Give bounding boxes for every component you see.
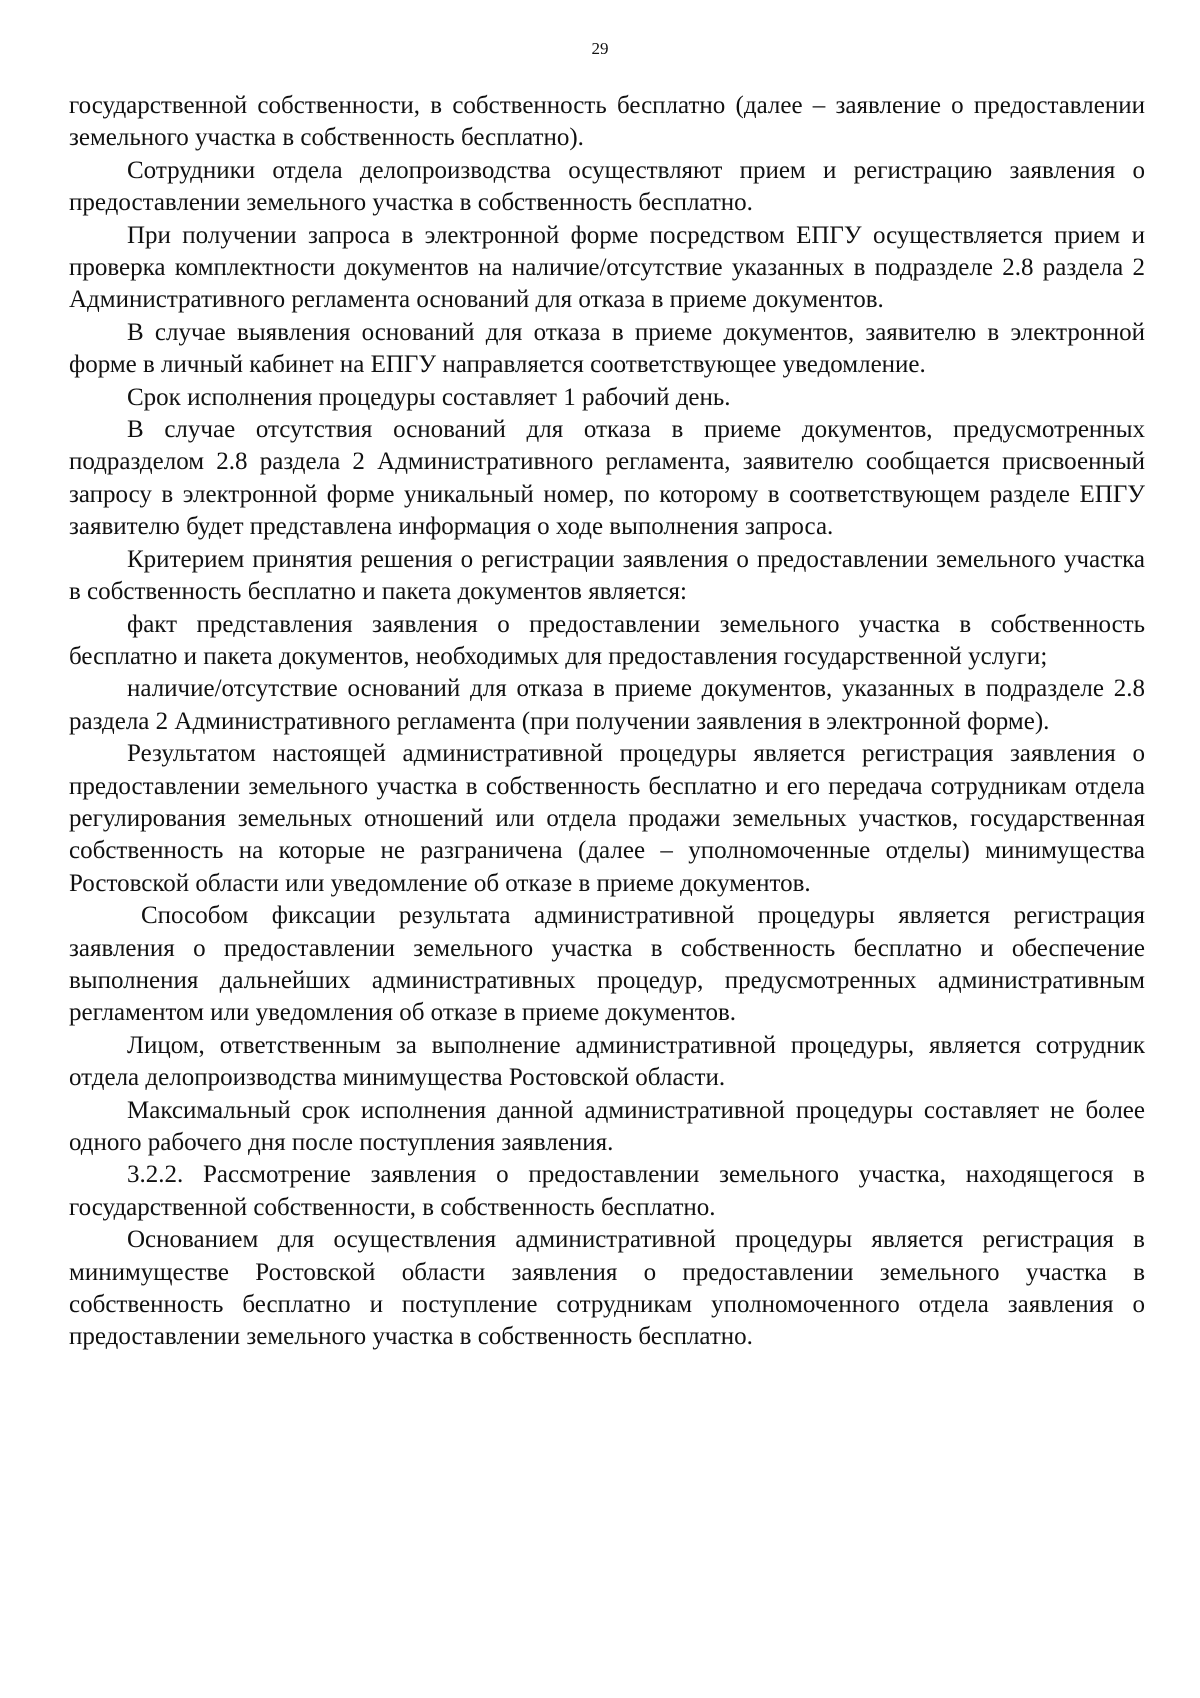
paragraph: Максимальный срок исполнения данной административной процедуры составляет не более одного рабочего дня после поступления заявления. bbox=[69, 1096, 1145, 1156]
document-body bbox=[69, 90, 1145, 1354]
paragraph: Срок исполнения процедуры составляет 1 рабочий день. bbox=[127, 383, 731, 411]
page-number: 29 bbox=[591, 39, 609, 58]
paragraph: Критерием принятия решения о регистрации заявления о предоставлении земельного участка в собственность бесплатно и пакета документов является: bbox=[69, 545, 1145, 606]
paragraph: При получении запроса в электронной форме посредством ЕПГУ осуществляется прием и проверка комплектности документов на наличие/отсутствие указанных в подразделе 2.8 раздела 2 Административного регламента оснований для отказа в приеме документов. bbox=[69, 221, 1145, 314]
paragraph-continuation: государственной собственности, в собственность бесплатно (далее – заявление о предоставлении земельного участка в собственность бесплатно). bbox=[69, 92, 1145, 152]
paragraph: наличие/отсутствие оснований для отказа в приеме документов, указанных в подразделе 2.8 раздела 2 Административного регламента (при получении заявления в электронной форме). bbox=[69, 675, 1145, 735]
paragraph: Результатом настоящей административной процедуры является регистрация заявления о предоставлении земельного участка в собственность бесплатно и его передача сотрудникам отдела регулирования земельных отношений или отдела продажи земельных участков, государственная собственность на которые не разграничена (далее – уполномоченные отделы) минимущества Ростовской области или уведомление об отказе в приеме документов. bbox=[69, 740, 1145, 897]
paragraph: Основанием для осуществления административной процедуры является регистрация в минимуществе Ростовской области заявления о предоставлении земельного участка в собственность бесплатно и поступление сотрудникам уполномоченного отдела заявления о предоставлении земельного участка в собственность бесплатно. bbox=[69, 1226, 1145, 1351]
paragraph: В случае выявления оснований для отказа в приеме документов, заявителю в электронной форме в личный кабинет на ЕПГУ направляется соответствующее уведомление. bbox=[69, 318, 1145, 379]
paragraph: Способом фиксации результата административной процедуры является регистрация заявления о предоставлении земельного участка в собственность бесплатно и обеспечение выполнения дальнейших административных процедур, предусмотренных административным регламентом или уведомления об отказе в приеме документов. bbox=[69, 902, 1145, 1027]
paragraph: В случае отсутствия оснований для отказа в приеме документов, предусмотренных подразделом 2.8 раздела 2 Административного регламента, заявителю сообщается присвоенный запросу в электронной форме уникальный номер, по которому в соответствующем разделе ЕПГУ заявителю будет представлена информация о ходе выполнения запроса. bbox=[69, 416, 1145, 541]
section-heading-paragraph: 3.2.2. Рассмотрение заявления о предоставлении земельного участка, находящегося в государственной собственности, в собственность бесплатно. bbox=[69, 1161, 1145, 1221]
paragraph: факт представления заявления о предоставлении земельного участка в собственность бесплатно и пакета документов, необходимых для предоставления государственной услуги; bbox=[69, 610, 1145, 670]
paragraph: Сотрудники отдела делопроизводства осуществляют прием и регистрацию заявления о предоставлении земельного участка в собственность бесплатно. bbox=[69, 156, 1145, 217]
paragraph: Лицом, ответственным за выполнение административной процедуры, является сотрудник отдела делопроизводства минимущества Ростовской области. bbox=[69, 1031, 1145, 1092]
